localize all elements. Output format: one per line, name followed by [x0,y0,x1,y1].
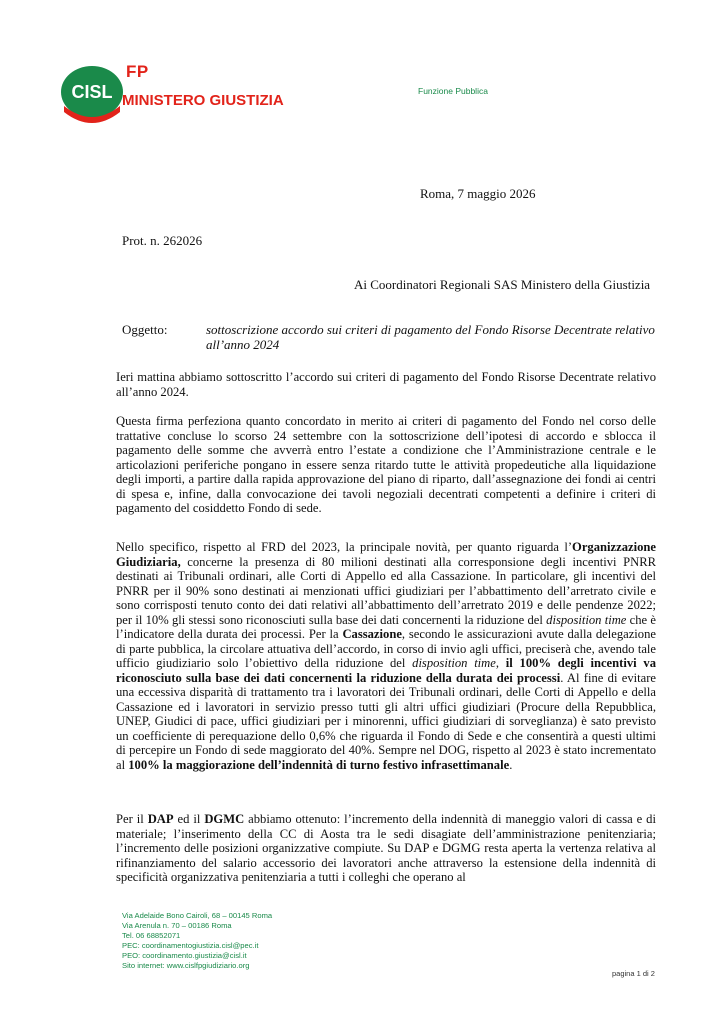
p3-bold-incentivi: il 100% degli incentivi va riconosciuto sulla base dei dati concernenti la riduzione della durata dei processi [116,656,656,685]
p3-bold-organizzazione: Organizzazione Giudiziaria, [116,540,656,569]
logo-text: CISL [71,82,113,102]
p4-bold-dap: DAP [147,812,174,826]
p3-bold-cassazione: Cassazione [342,627,402,641]
recipient: Ai Coordinatori Regionali SAS Ministero della Giustizia [354,277,651,292]
footer-address-1: Via Adelaide Bono Cairoli, 68 – 00145 Roma [122,911,273,920]
paragraph-4 [116,812,656,885]
org-name-fp: FP [126,62,149,81]
paragraph-1: Ieri mattina abbiamo sottoscritto l’accordo sui criteri di pagamento del Fondo Risorse Decentrate relativo all’anno 2024. [116,370,656,399]
org-logo [60,62,300,126]
p3-text: Nello specifico, rispetto al FRD del 2023, la principale novità, per quanto riguarda l’ [116,540,573,554]
page-number: pagina 1 di 2 [612,969,655,978]
p3-text: concerne la presenza di 80 milioni destinati alla corresponsione degli incentivi PNRR destinati ai Tribunali ordinari, alle Corti di Appello ed alla Cassazione. In particolare, gli incentivi del PNRR per il 90% sono destinati ai menzionati uffici giudiziari per l’abbattimento dell’arretrato civile e sono corrisposti tenuto conto dei dati relativi all’abbattimento dell’arretrato 2019 e delle pendenze 2022; per il 10% gli stessi sono riconosciuti sulla base dei dati concernenti la riduzione del [116,554,656,627]
p3-text: , [495,656,506,670]
p3-bold-maggiorazione: 100% la maggiorazione dell’indennità di turno festivo infrasettimanale [128,757,510,772]
p3-text: . [509,757,513,772]
footer-pec: PEC: coordinamentogiustizia.cisl@pec.it [122,941,259,950]
org-name-ministero: MINISTERO GIUSTIZIA [122,92,284,109]
p3-text: . Al fine di evitare una eccessiva disparità di trattamento tra i lavoratori dei Tribunali ordinari, delle Corti di Appello e della Cassazione ed i lavoratori in servizio presso tutti gli altri uffici giudiziari (Procure della Repubblica, UNEP, Giudici di pace, uffici giudiziari per i minorenni, uffici giudiziari di sorveglianza) è sato previsto un coefficiente di perequazione dello 0,6% che riguarda il Fondo di Sede e che consentirà a questi ultimi di percepire un Fondo di sede maggiorato del 40%. Sempre nel DOG, rispetto al 2023 è stato incrementato al [116,670,656,772]
letter-date: Roma, 7 maggio 2026 [420,186,536,201]
paragraph-3 [116,540,656,772]
p3-italic-disposition: disposition time [546,612,627,627]
p4-text: Per il [116,812,148,826]
footer-peo: PEO: coordinamento.giustizia@cisl.it [122,951,247,960]
department-label: Funzione Pubblica [418,86,488,96]
subject-label: Oggetto: [122,322,168,337]
subject-text: sottoscrizione accordo sui criteri di pagamento del Fondo Risorse Decentrate relativo all’anno 2024 [206,322,655,352]
cisl-logo-icon [60,62,124,126]
p3-italic-disposition: disposition time [412,656,496,670]
p4-bold-dgmc: DGMC [204,812,245,826]
p4-text: abbiamo ottenuto: l’incremento della indennità di maneggio valori di cassa e di materiale; l’inserimento della CC di Aosta tra le sedi disagiate dell’amministrazione penitenziaria; l’incremento delle posizioni organizzative compiute. Su DAP e DGMG resta aperta la vertenza relativa al rifinanziamento del salario accessorio dei lavoratori anche attraverso la estensione della indennità di specificità organizzativa penitenziaria a tutti i colleghi che operano al [116,812,656,884]
p3-text: , secondo le assicurazioni avute dalla delegazione di parte pubblica, la circolare attuativa dell’accordo, in corso di invio agli uffici, preciserà che, avendo tale ufficio giudiziario solo l’obiettivo della riduzione del [116,627,656,670]
paragraph-2: Questa firma perfeziona quanto concordato in merito ai criteri di pagamento del Fondo nel corso delle trattative concluse lo scorso 24 settembre con la sottoscrizione dell’ipotesi di accordo e sblocca il pagamento delle somme che avverrà entro l’estate a condizione che l’Amministrazione centrale e le articolazioni periferiche pongano in essere senza ritardo tutte le attività propedeutiche alla liquidazione degli importi, a partire dalla rapida approvazione del piano di riparto, dall’assegnazione dei fondi ai centri di spesa e, infine, dalla convocazione dei tavoli negoziali decentrati competenti a definire i criteri di pagamento del cosiddetto Fondo di sede. [116,414,656,515]
footer-address-2: Via Arenula n. 70 – 00186 Roma [122,921,232,930]
p4-text: ed il [173,812,205,826]
footer-phone: Tel. 06 68852071 [122,931,181,940]
footer-contacts [122,911,272,971]
protocol-number: Prot. n. 262026 [122,233,203,248]
footer-website: Sito internet: www.cislfpgiudiziario.org [122,961,250,970]
p3-text: che è l’indicatore della durata dei processi. Per la [116,612,656,641]
